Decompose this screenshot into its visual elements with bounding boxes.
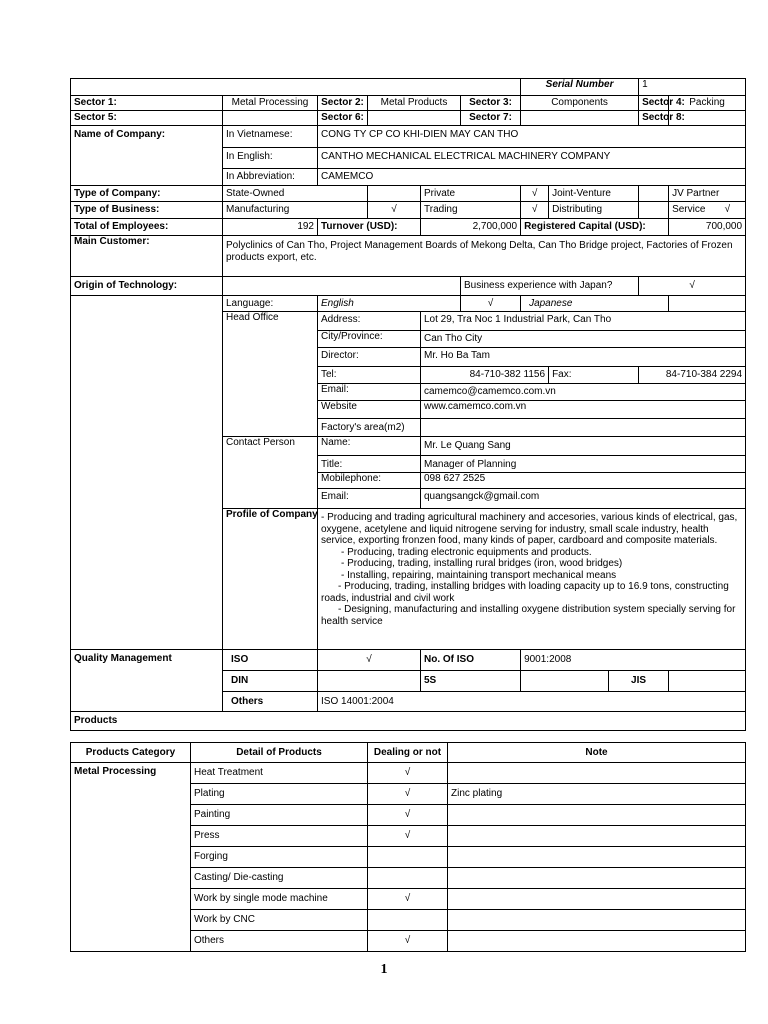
contact-person-label: Contact Person (223, 437, 318, 509)
tel-value[interactable]: 84-710-382 1156 (421, 367, 549, 384)
dealing-mark[interactable]: √ (368, 889, 448, 910)
dealing-mark[interactable]: √ (368, 931, 448, 952)
iso-number-label: No. Of ISO (421, 650, 521, 671)
sector-6-label: Sector 6: (318, 111, 368, 126)
english-name-value[interactable]: CANTHO MECHANICAL ELECTRICAL MACHINERY COMPANY (318, 148, 746, 169)
business-type-label: Type of Business: (71, 202, 223, 219)
din-label: DIN (223, 671, 318, 692)
sector-1-label: Sector 1: (71, 96, 223, 111)
distributing-mark[interactable] (639, 202, 669, 219)
profile-item: - Producing, trading, installing rural bridges (iron, wood bridges) (341, 558, 623, 569)
service-option[interactable]: Service √ (669, 202, 746, 219)
product-note[interactable] (448, 868, 746, 889)
profile-item: - Installing, repairing, maintaining transport mechanical means (341, 569, 617, 581)
tel-label: Tel: (318, 367, 421, 384)
dealing-mark[interactable] (368, 910, 448, 931)
city-label: City/Province: (318, 331, 421, 348)
col-detail-of-products: Detail of Products (191, 743, 368, 763)
manufacturing-mark[interactable]: √ (368, 202, 421, 219)
language-japanese-mark[interactable] (669, 296, 746, 312)
page-number: 1 (380, 962, 388, 977)
state-owned-mark[interactable] (368, 186, 421, 202)
contact-name-value[interactable]: Mr. Le Quang Sang (421, 437, 746, 456)
contact-section-blank (71, 296, 223, 650)
dealing-mark[interactable] (368, 868, 448, 889)
vietnamese-label: In Vietnamese: (223, 126, 318, 148)
language-english-mark[interactable]: √ (461, 296, 521, 312)
email-value[interactable]: camemco@camemco.com.vn (421, 384, 746, 401)
sector-3-label: Sector 3: (461, 96, 521, 111)
language-english[interactable]: English (318, 296, 461, 312)
col-dealing-or-not: Dealing or not (368, 743, 448, 763)
fax-value[interactable]: 84-710-384 2294 (639, 367, 746, 384)
serial-number-value[interactable]: 1 (639, 79, 746, 96)
product-note[interactable] (448, 805, 746, 826)
contact-email-value[interactable]: quangsangck@gmail.com (421, 489, 746, 509)
sector-5-value[interactable] (223, 111, 318, 126)
employees-label: Total of Employees: (71, 219, 223, 236)
iso-label: ISO (223, 650, 318, 671)
joint-venture-option[interactable]: Joint-Venture (549, 186, 639, 202)
capital-label: Registered Capital (USD): (521, 219, 669, 236)
trading-option[interactable]: Trading (421, 202, 521, 219)
product-note[interactable] (448, 889, 746, 910)
serial-number-label: Serial Number (521, 79, 639, 96)
company-type-label: Type of Company: (71, 186, 223, 202)
mobilephone-value[interactable]: 098 627 2525 (421, 473, 746, 489)
others-label: Others (223, 692, 318, 712)
japan-experience-label: Business experience with Japan? (461, 277, 639, 296)
profile-item: - Producing and trading agricultural machinery and accesories, various kinds of electrical, gas, oxygene, acetylene and liquid nitrogene serving for industry, small scale industry, health service, exporting fronzen food, many kinds of paper, cardboard and composite materials. (321, 512, 738, 546)
sector-7-label: Sector 7: (461, 111, 521, 126)
product-note[interactable] (448, 931, 746, 952)
turnover-label: Turnover (USD): (318, 219, 421, 236)
product-detail: Forging (191, 847, 368, 868)
sector-2-label: Sector 2: (318, 96, 368, 111)
product-detail: Painting (191, 805, 368, 826)
jis-value[interactable] (669, 671, 746, 692)
products-table (70, 742, 746, 952)
origin-technology-label: Origin of Technology: (71, 277, 223, 296)
director-value[interactable]: Mr. Ho Ba Tam (421, 348, 746, 367)
factory-area-value[interactable] (421, 419, 746, 437)
abbreviation-value[interactable]: CAMEMCO (318, 169, 746, 186)
factory-area-label: Factory's area(m2) (318, 419, 421, 437)
manufacturing-option[interactable]: Manufacturing (223, 202, 368, 219)
company-name-label: Name of Company: (71, 126, 223, 186)
sector-5-label: Sector 5: (71, 111, 223, 126)
joint-venture-mark[interactable] (639, 186, 669, 202)
email-label: Email: (318, 384, 421, 401)
jv-partner-label: JV Partner (669, 186, 746, 202)
language-label: Language: (223, 296, 318, 312)
product-detail: Others (191, 931, 368, 952)
main-customer-value[interactable]: Polyclinics of Can Tho, Project Management Boards of Mekong Delta, Can Tho Bridge project, Factories of Frozen products export, etc. (223, 236, 746, 277)
iso-mark[interactable]: √ (318, 650, 421, 671)
city-value[interactable]: Can Tho City (421, 331, 746, 348)
japan-experience-mark[interactable]: √ (639, 277, 746, 296)
iso-number-value[interactable]: 9001:2008 (521, 650, 746, 671)
table-row (71, 763, 746, 784)
address-label: Address: (318, 312, 421, 331)
dealing-mark[interactable]: √ (368, 763, 448, 784)
turnover-value[interactable]: 2,700,000 (421, 219, 521, 236)
sector-4-value[interactable]: Packing (669, 96, 746, 111)
vietnamese-name-value[interactable]: CONG TY CP CO KHI-DIEN MAY CAN THO (318, 126, 746, 148)
origin-technology-value[interactable] (223, 277, 461, 296)
profile-item: - Producing, trading, installing bridges with loading capacity up to 16.9 tons, constructing roads, industrial and civil work (321, 581, 729, 604)
employees-value[interactable]: 192 (223, 219, 318, 236)
jis-label: JIS (609, 671, 669, 692)
profile-item: - Designing, manufacturing and installing oxygene distribution system specially serving for health service (321, 604, 736, 627)
product-note[interactable] (448, 910, 746, 931)
private-option[interactable]: Private (421, 186, 521, 202)
dealing-mark[interactable]: √ (368, 805, 448, 826)
contact-title-value[interactable]: Manager of Planning (421, 456, 746, 473)
product-detail: Casting/ Die-casting (191, 868, 368, 889)
english-label: In English: (223, 148, 318, 169)
blank-cell (71, 79, 521, 96)
product-note[interactable] (448, 847, 746, 868)
profile-item: - Producing, trading electronic equipments and products. (341, 546, 592, 558)
product-note[interactable] (448, 763, 746, 784)
quality-management-label: Quality Management (71, 650, 223, 712)
language-japanese[interactable]: Japanese (521, 296, 669, 312)
5s-value[interactable] (521, 671, 609, 692)
din-value[interactable] (318, 671, 421, 692)
dealing-mark[interactable]: √ (368, 826, 448, 847)
product-detail: Press (191, 826, 368, 847)
dealing-mark[interactable] (368, 847, 448, 868)
company-info-table (70, 78, 746, 731)
sector-8-label: Sector 8: (639, 111, 669, 126)
profile-label: Profile of Company (223, 509, 318, 650)
product-note[interactable]: Zinc plating (448, 784, 746, 805)
fax-label: Fax: (549, 367, 639, 384)
state-owned-option[interactable]: State-Owned (223, 186, 368, 202)
sector-4-label: Sector 4: (639, 96, 669, 111)
product-detail: Heat Treatment (191, 763, 368, 784)
trading-mark[interactable]: √ (521, 202, 549, 219)
contact-name-label: Name: (318, 437, 421, 456)
sector-1-value[interactable]: Metal Processing (223, 96, 318, 111)
sector-6-value[interactable] (368, 111, 461, 126)
address-value[interactable]: Lot 29, Tra Noc 1 Industrial Park, Can Tho (421, 312, 746, 331)
distributing-option[interactable]: Distributing (549, 202, 639, 219)
others-value[interactable]: ISO 14001:2004 (318, 692, 746, 712)
abbreviation-label: In Abbreviation: (223, 169, 318, 186)
category-metal-processing: Metal Processing (71, 763, 191, 952)
profile-text[interactable] (318, 509, 746, 650)
5s-label: 5S (421, 671, 521, 692)
contact-title-label: Title: (318, 456, 421, 473)
product-detail: Plating (191, 784, 368, 805)
capital-value[interactable]: 700,000 (669, 219, 746, 236)
product-note[interactable] (448, 826, 746, 847)
product-detail: Work by CNC (191, 910, 368, 931)
product-detail: Work by single mode machine (191, 889, 368, 910)
dealing-mark[interactable]: √ (368, 784, 448, 805)
private-mark[interactable]: √ (521, 186, 549, 202)
mobilephone-label: Mobilephone: (318, 473, 421, 489)
main-customer-label: Main Customer: (71, 236, 223, 277)
sector-3-value[interactable]: Components (521, 96, 639, 111)
website-value[interactable]: www.camemco.com.vn (421, 401, 746, 419)
sector-7-value[interactable] (521, 111, 639, 126)
director-label: Director: (318, 348, 421, 367)
contact-email-label: Email: (318, 489, 421, 509)
products-section-label: Products (71, 712, 746, 731)
col-note: Note (448, 743, 746, 763)
head-office-label: Head Office (223, 312, 318, 437)
sector-2-value[interactable]: Metal Products (368, 96, 461, 111)
col-products-category: Products Category (71, 743, 191, 763)
service-mark: √ (724, 204, 731, 216)
website-label: Website (318, 401, 421, 419)
